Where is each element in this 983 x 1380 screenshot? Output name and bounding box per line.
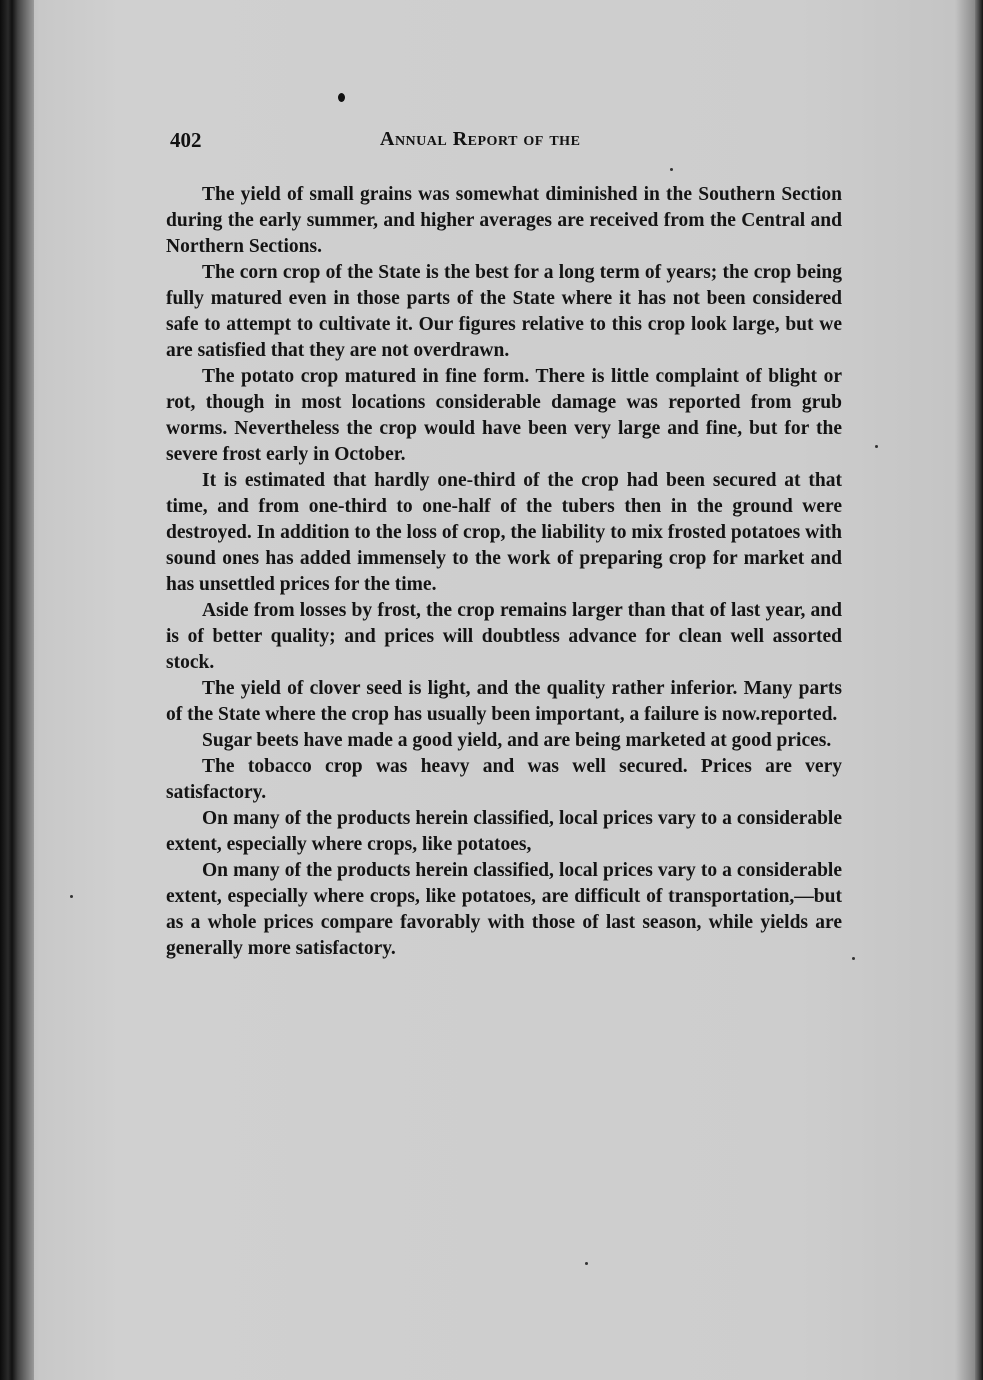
paragraph-frost-losses: It is estimated that hardly one-third of the crop had been secured at that time, and from one-third to one-half of the tubers then in the ground were destroyed. In addition to the loss of crop, the liability to mix frosted potatoes with sound ones has added immensely to the work of preparing crop for market and has unsettled prices for the time. (166, 470, 842, 595)
paragraph-prices-fragment: On many of the products herein classified, local prices vary to a considerable extent, especially where crops, like potatoes, (166, 808, 842, 855)
running-head (170, 128, 650, 158)
paragraph-prices: On many of the products herein classified, local prices vary to a considerable extent, especially where crops, like potatoes, are difficult of transportation,—but as a whole prices compare favorably with those of last season, while yields are generally more satisfactory. (166, 860, 842, 959)
running-title: Annual Report of the (380, 128, 581, 150)
paragraph-clover-seed: The yield of clover seed is light, and the quality rather inferior. Many parts of the State where the crop has usually been important, a failure is now.reported. (166, 678, 842, 725)
body-text (166, 182, 842, 962)
paragraph-sugar-beets: Sugar beets have made a good yield, and are being marketed at good prices. (202, 730, 832, 751)
paragraph-crop-quality: Aside from losses by frost, the crop remains larger than that of last year, and is of better quality; and prices will doubtless advance for clean well assorted stock. (166, 600, 842, 673)
paragraph-corn-crop: The corn crop of the State is the best for a long term of years; the crop being fully matured even in those parts of the State where it has not been considered safe to attempt to cultivate it. Our figures relative to this crop look large, but we are satisfied that they are not overdrawn. (166, 262, 842, 361)
scan-speck (585, 1262, 588, 1265)
page-edge-shadow (975, 0, 983, 1380)
paragraph-small-grains: The yield of small grains was somewhat diminished in the Southern Section during the early summer, and higher averages are received from the Central and Northern Sections. (166, 184, 842, 257)
book-binding-shadow (0, 0, 34, 1380)
scan-speck (875, 445, 878, 448)
paragraph-tobacco: The tobacco crop was heavy and was well secured. Prices are very satisfactory. (166, 756, 842, 803)
ink-dot (338, 93, 345, 102)
page-number: 402 (170, 128, 202, 152)
scan-speck (70, 895, 73, 898)
paragraph-potato-crop: The potato crop matured in fine form. There is little complaint of blight or rot, though in most locations considerable damage was reported from grub worms. Nevertheless the crop would have been very large and fine, but for the severe frost early in October. (166, 366, 842, 465)
scan-speck (852, 957, 855, 960)
scan-speck (670, 168, 673, 171)
